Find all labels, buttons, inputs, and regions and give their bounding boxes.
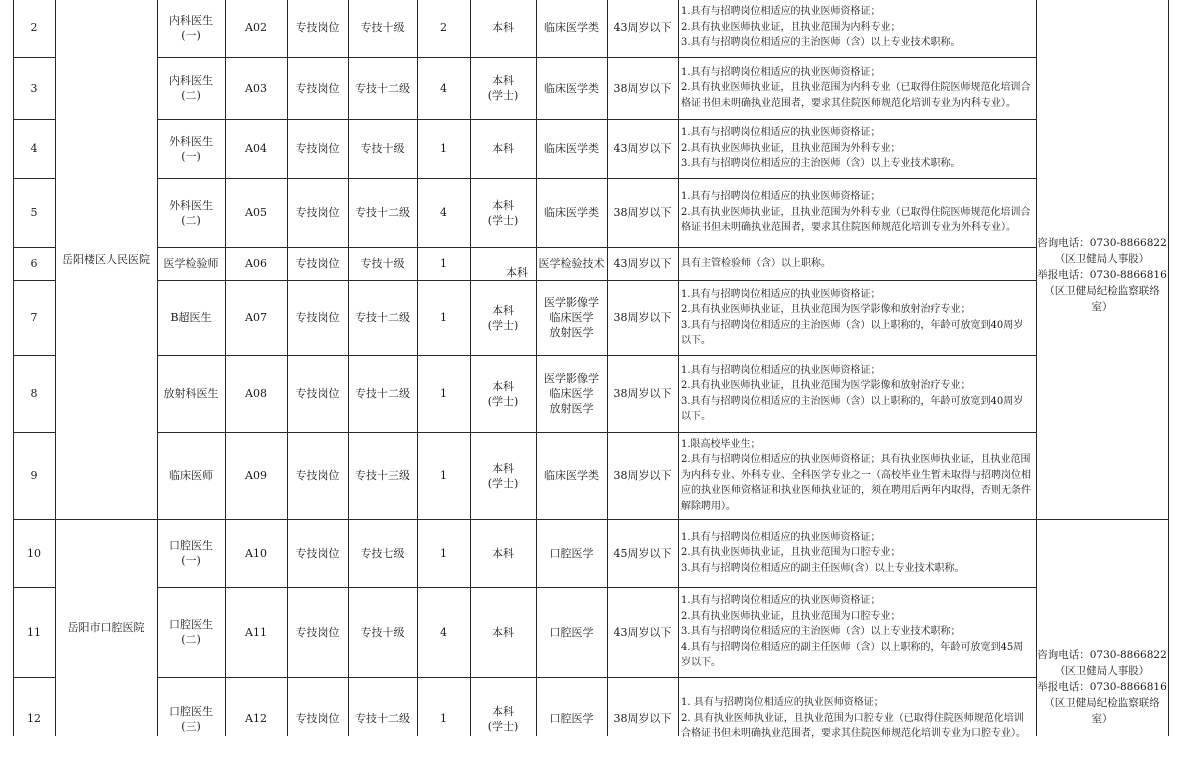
post-name-line: (一) (181, 28, 201, 42)
post-name-line: 内科医生 (169, 13, 213, 27)
requirements (681, 0, 1031, 57)
major-line: 放射医学 (549, 326, 594, 339)
post-type: 专技岗位 (295, 712, 340, 725)
post-code: A03 (245, 81, 267, 95)
post-name-line: B超医生 (170, 311, 212, 324)
major-line: 医学影像学 (544, 372, 599, 385)
post-type: 专技岗位 (295, 21, 340, 34)
row-number: 10 (27, 546, 41, 560)
post-name (157, 280, 225, 355)
contact-line: 室） (1091, 713, 1113, 725)
post-name (157, 57, 225, 119)
requirements (681, 355, 1031, 432)
major (536, 247, 607, 280)
major (536, 0, 607, 57)
post-level: 专技十二级 (355, 206, 410, 219)
post-code: A11 (245, 625, 267, 639)
post-type: 专技岗位 (295, 625, 340, 639)
education (470, 280, 536, 355)
education-line: (学士) (487, 394, 519, 408)
requirements (681, 178, 1031, 247)
education-line: 本科 (492, 21, 514, 34)
requirement-line: 1. 具有与招聘岗位相适应的执业医师资格证； (681, 697, 884, 709)
education (470, 587, 536, 677)
hire-count: 4 (440, 625, 447, 639)
post-name-line: 临床医师 (169, 469, 213, 482)
post-name-line: (一) (181, 554, 201, 567)
post-name-line: 外科医生 (169, 198, 213, 212)
post-code: A07 (245, 311, 267, 324)
hire-count: 1 (440, 311, 447, 324)
post-level: 专技七级 (360, 546, 405, 560)
major (536, 178, 607, 247)
post-code: A09 (245, 469, 267, 482)
contact-line: 咨询电话：0730-8866822 (1037, 236, 1167, 249)
row-number: 2 (30, 21, 38, 34)
requirement-line: 1.限高校毕业生； (681, 438, 761, 450)
hospital-name: 岳阳楼区人民医院 (62, 253, 150, 266)
requirements (681, 587, 1031, 677)
education (470, 432, 536, 519)
hire-count: 1 (440, 387, 447, 400)
age-limit: 43周岁以下 (613, 625, 672, 639)
requirement-line: 1.具有与招聘岗位相适应的执业医师资格证； (681, 531, 881, 543)
post-level: 专技十级 (360, 21, 405, 34)
education-line: (学士) (487, 318, 519, 332)
education-line: 本科 (492, 704, 514, 718)
contact-line: 举报电话：0730-8866816 (1037, 681, 1167, 693)
post-name (157, 355, 225, 432)
post-name (157, 119, 225, 178)
education-line: 本科 (492, 379, 514, 393)
contact-line: （区卫健局纪检监察联络 (1044, 284, 1160, 297)
post-level: 专技十二级 (355, 712, 410, 725)
contact-line: 室） (1091, 300, 1113, 313)
major-line: 临床医学类 (544, 142, 599, 155)
major-line: 临床医学类 (544, 81, 599, 95)
post-name (157, 519, 225, 587)
major (536, 355, 607, 432)
requirement-line: 4.具有与招聘岗位相适应的副主任医师（含）以上职称的，年龄可放宽到45周岁以下。 (681, 641, 1024, 669)
post-name (157, 677, 225, 760)
requirement-line: 1.具有与招聘岗位相适应的执业医师资格证； (681, 127, 881, 139)
hire-count: 1 (440, 469, 447, 482)
requirement-line: 3.具有与招聘岗位相适应的主治医师（含）以上专业技术职称。 (681, 37, 961, 49)
education (470, 178, 536, 247)
contact-line: 咨询电话：0730-8866822 (1037, 649, 1167, 661)
requirement-line: 1.具有与招聘岗位相适应的执业医师资格证； (681, 288, 881, 300)
post-type: 专技岗位 (295, 81, 340, 95)
contact-line: （区卫健局人事股） (1054, 665, 1150, 677)
education-line: 本科 (506, 266, 528, 279)
education (470, 0, 536, 57)
requirement-line: 2.具有执业医师执业证，且执业范围为口腔专业； (681, 547, 901, 559)
post-level: 专技十级 (360, 625, 405, 639)
requirements (681, 519, 1031, 587)
row-number: 6 (30, 257, 38, 270)
contact-line: （区卫健局人事股） (1054, 252, 1150, 265)
post-name-line: (三) (181, 719, 201, 733)
post-type: 专技岗位 (295, 142, 340, 155)
major (536, 587, 607, 677)
requirement-line: 2.具有与招聘岗位相适应的执业医师资格证；具有执业医师执业证，且执业范围为内科专业、外科专业、全科医学专业之一（高校毕业生暂未取得与招聘岗位相应的执业医师资格证和执业医师执业证的，须在聘用后两年内取得，否则无条件解除聘用）。 (681, 454, 1031, 512)
post-type: 专技岗位 (295, 257, 340, 270)
hire-count: 1 (440, 257, 447, 270)
post-type: 专技岗位 (295, 311, 340, 324)
education (470, 677, 536, 760)
post-type: 专技岗位 (295, 206, 340, 219)
hire-count: 2 (440, 21, 447, 34)
requirement-line: 具有主管检验师（含）以上职称。 (681, 257, 831, 269)
education (470, 119, 536, 178)
age-limit: 38周岁以下 (613, 387, 672, 400)
education-line: (学士) (487, 719, 519, 733)
major (536, 119, 607, 178)
post-level: 专技十级 (360, 257, 405, 270)
hospital-name: 岳阳市口腔医院 (67, 621, 145, 634)
post-code: A12 (245, 712, 267, 725)
post-level: 专技十二级 (355, 81, 410, 95)
age-limit: 43周岁以下 (613, 21, 672, 34)
post-code: A08 (245, 387, 267, 400)
requirements (681, 677, 1031, 760)
post-name-line: 口腔医生 (169, 618, 213, 631)
contact-line: 举报电话：0730-8866816 (1037, 268, 1167, 281)
post-name-line: 口腔医生 (169, 704, 213, 718)
requirement-line: 1.具有与招聘岗位相适应的执业医师资格证； (681, 364, 881, 376)
requirement-line: 3.具有与招聘岗位相适应的主治医师（含）以上职称的，年龄可放宽到40周岁以下。 (681, 395, 1024, 422)
post-name-line: 口腔医生 (169, 539, 213, 552)
requirement-line: 2.具有执业医师执业证，且执业范围为内科专业（已取得住院医师规范化培训合格证书但未明确执业范围者，要求其住院医师规范化培训专业为内科专业）。 (681, 82, 1031, 109)
major (536, 432, 607, 519)
education-line: 本科 (492, 303, 514, 317)
age-limit: 38周岁以下 (613, 206, 672, 219)
post-name-line: (二) (181, 633, 201, 646)
requirement-line: 2.具有执业医师执业证，且执业范围为外科专业； (681, 142, 901, 154)
age-limit: 45周岁以下 (613, 546, 672, 560)
post-name-line: 外科医生 (169, 134, 213, 148)
row-number: 12 (27, 712, 41, 725)
major-line: 口腔医学 (549, 625, 594, 639)
post-name-line: 医学检验师 (163, 257, 219, 270)
major-line: 临床医学类 (544, 21, 599, 34)
requirement-line: 3.具有与招聘岗位相适应的副主任医师(含）以上专业技术职称。 (681, 562, 965, 574)
education-line: 本科 (492, 74, 514, 87)
post-code: A04 (245, 142, 267, 155)
age-limit: 43周岁以下 (613, 142, 672, 155)
major (536, 280, 607, 355)
age-limit: 38周岁以下 (613, 81, 672, 95)
requirement-line: 3.具有与招聘岗位相适应的主治医师（含）以上专业技术职称； (681, 626, 961, 638)
requirement-line: 1.具有与招聘岗位相适应的执业医师资格证； (681, 66, 881, 78)
post-type: 专技岗位 (295, 469, 340, 482)
education (470, 57, 536, 119)
education-line: 本科 (492, 142, 514, 155)
education-line: (学士) (487, 476, 519, 490)
education (470, 519, 536, 587)
requirement-line: 1.具有与招聘岗位相适应的执业医师资格证； (681, 6, 881, 18)
requirement-line: 1.具有与招聘岗位相适应的执业医师资格证； (681, 191, 881, 203)
requirement-line: 2.具有执业医师执业证，且执业范围为内科专业； (681, 21, 901, 33)
major-line: 放射医学 (549, 402, 594, 415)
post-name (157, 247, 225, 280)
hire-count: 4 (440, 206, 447, 219)
requirement-line: 2.具有执业医师执业证，且执业范围为医学影像和放射治疗专业； (681, 304, 971, 315)
post-name-line: 放射科医生 (163, 387, 219, 400)
education-line: (学士) (487, 213, 519, 227)
major-line: 临床医学 (549, 311, 594, 324)
major-line: 医学检验技术 (538, 257, 605, 270)
age-limit: 38周岁以下 (613, 469, 672, 482)
age-limit: 38周岁以下 (613, 712, 672, 725)
requirements (681, 57, 1031, 119)
major-line: 口腔医学 (549, 546, 594, 560)
major-line: 医学影像学 (544, 296, 599, 309)
post-type: 专技岗位 (295, 546, 340, 560)
requirements (681, 280, 1031, 355)
requirement-line: 2. 具有执业医师执业证，且执业范围为口腔专业（已取得住院医师规范化培训合格证书但未明确执业范围者，要求其住院医师规范化培训专业为口腔专业）。 (681, 712, 1026, 740)
post-name-line: (二) (181, 213, 201, 227)
post-name (157, 432, 225, 519)
hire-count: 4 (440, 81, 447, 95)
row-number: 4 (30, 142, 38, 155)
row-number: 7 (30, 311, 38, 324)
age-limit: 38周岁以下 (613, 311, 672, 324)
education (470, 355, 536, 432)
major-line: 临床医学类 (544, 206, 599, 219)
major (536, 519, 607, 587)
post-name (157, 178, 225, 247)
post-level: 专技十二级 (355, 311, 410, 324)
requirement-line: 3.具有与招聘岗位相适应的主治医师（含）以上职称的，年龄可放宽到40周岁以下。 (681, 319, 1024, 346)
post-level: 专技十三级 (355, 469, 410, 482)
education-line: 本科 (492, 461, 514, 475)
grid-line-vertical (678, 0, 679, 736)
row-number: 3 (30, 81, 38, 95)
hire-count: 1 (440, 546, 447, 560)
post-code: A05 (245, 206, 267, 219)
requirements (681, 119, 1031, 178)
post-name-line: 内科医生 (169, 74, 213, 87)
row-number: 5 (30, 206, 38, 219)
education-line: 本科 (492, 625, 514, 639)
post-code: A02 (245, 21, 267, 34)
contact-info (1034, 519, 1170, 736)
education (470, 247, 536, 280)
post-name-line: (一) (181, 149, 201, 163)
row-number: 8 (30, 387, 38, 400)
major (536, 677, 607, 760)
requirements (681, 432, 1031, 519)
requirements (681, 247, 1031, 280)
major-line: 口腔医学 (549, 712, 594, 725)
post-code: A10 (245, 546, 267, 560)
row-number: 9 (30, 469, 38, 482)
requirement-line: 1.具有与招聘岗位相适应的执业医师资格证； (681, 595, 881, 607)
education-line: (学士) (487, 89, 519, 102)
major (536, 57, 607, 119)
requirement-line: 2.具有执业医师执业证，且执业范围为外科专业（已取得住院医师规范化培训合格证书但未明确执业范围者，要求其住院医师规范化培训专业为外科专业）。 (681, 206, 1031, 234)
row-number: 11 (27, 625, 41, 639)
education-line: 本科 (492, 546, 514, 560)
requirement-line: 2.具有执业医师执业证，且执业范围为口腔专业； (681, 610, 901, 622)
post-name-line: (二) (181, 89, 201, 102)
post-type: 专技岗位 (295, 387, 340, 400)
post-level: 专技十二级 (355, 387, 410, 400)
requirement-line: 3.具有与招聘岗位相适应的主治医师（含）以上专业技术职称。 (681, 158, 961, 170)
contact-line: （区卫健局纪检监察联络 (1044, 697, 1160, 709)
requirement-line: 2.具有执业医师执业证，且执业范围为医学影像和放射治疗专业； (681, 380, 971, 391)
post-code: A06 (245, 257, 267, 270)
hire-count: 1 (440, 142, 447, 155)
post-name (157, 587, 225, 677)
contact-info (1036, 0, 1168, 519)
post-level: 专技十级 (360, 142, 405, 155)
hire-count: 1 (440, 712, 447, 725)
age-limit: 43周岁以下 (613, 257, 672, 270)
major-line: 临床医学 (549, 387, 594, 400)
education-line: 本科 (492, 198, 514, 212)
major-line: 临床医学类 (544, 469, 599, 482)
post-name (157, 0, 225, 57)
